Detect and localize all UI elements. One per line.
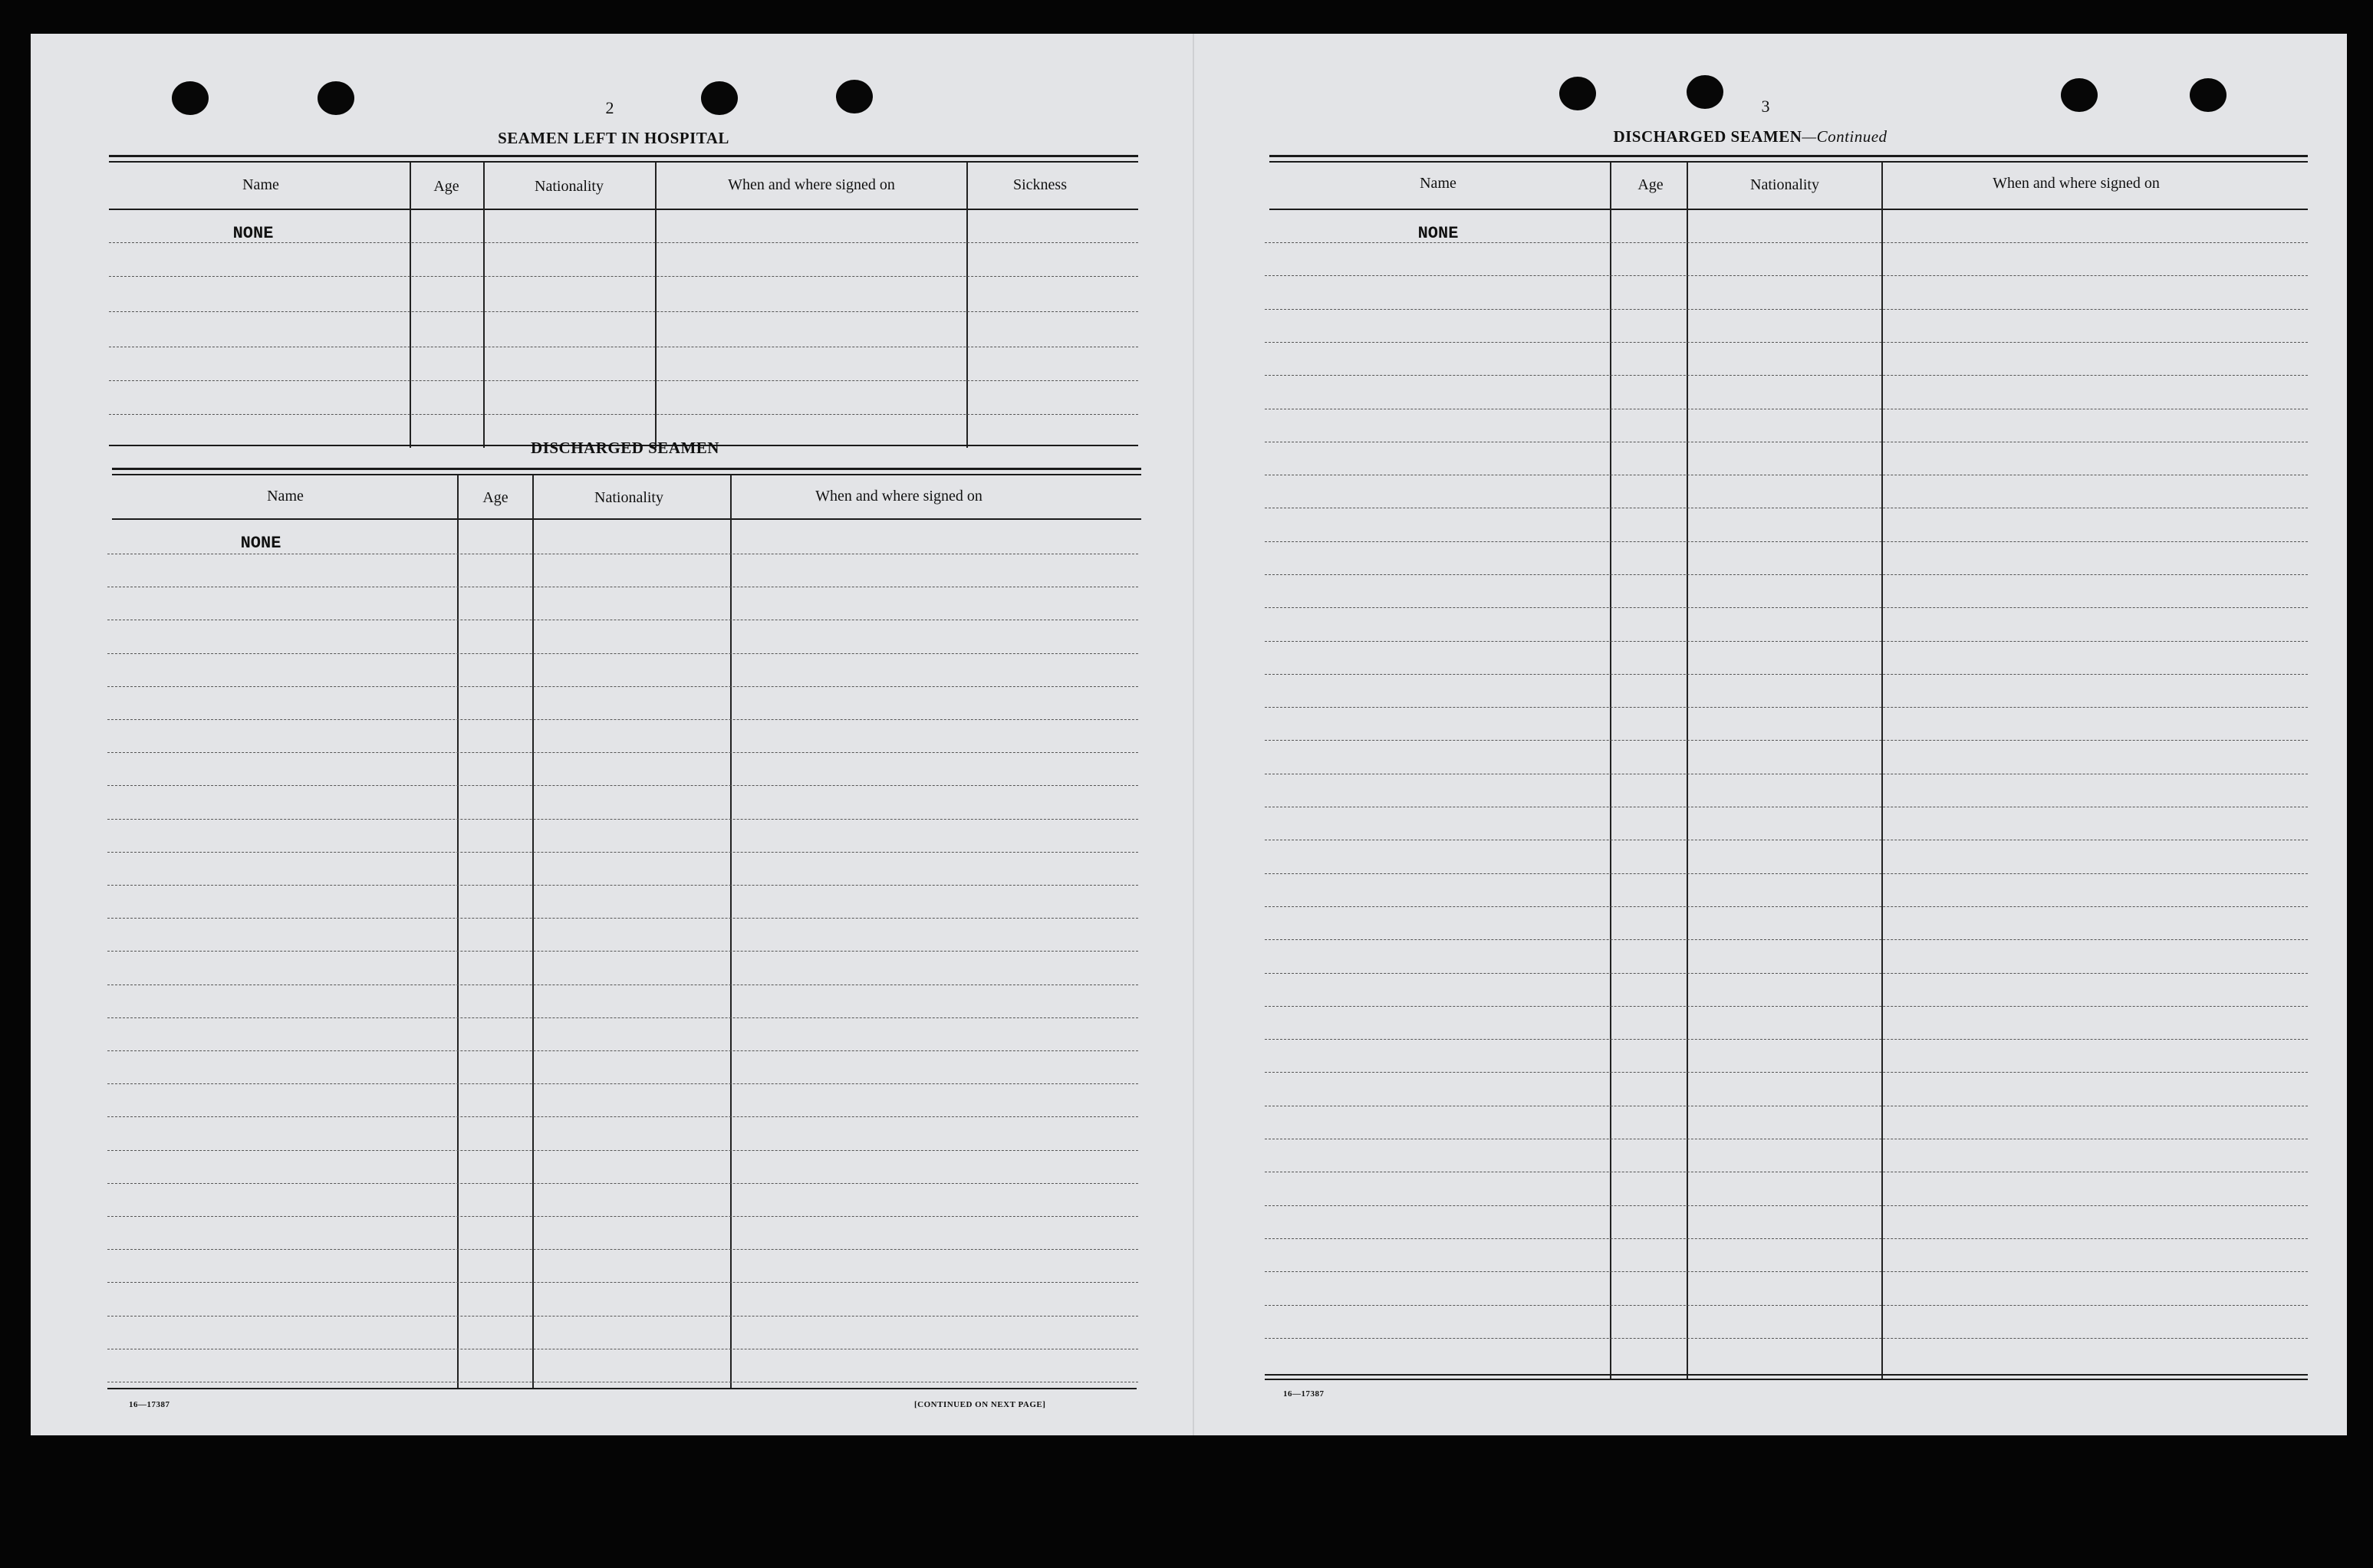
hospital-entry-name: NONE [232,224,274,243]
row-line [107,1316,1138,1317]
row-line [107,1017,1138,1018]
row-line [107,1282,1138,1283]
table-rule [109,161,1138,163]
column-header-name: Name [267,488,304,505]
row-line [107,918,1138,919]
column-divider [730,475,732,1388]
table-rule [1265,1379,2308,1380]
row-line [1265,607,2308,608]
row-line [107,1183,1138,1184]
column-header-nationality: Nationality [535,178,604,195]
column-header-age: Age [482,489,509,506]
header-rule [109,209,1138,210]
row-line [1265,973,2308,974]
discharged-entry-name: NONE [1417,224,1459,243]
column-divider [410,163,411,448]
row-line [107,1116,1138,1117]
row-line [1265,1238,2308,1239]
continued-note: [CONTINUED ON NEXT PAGE] [914,1400,1046,1409]
row-line [1265,906,2308,907]
row-line [1265,574,2308,575]
punch-hole [1559,77,1596,110]
right-page [1193,34,2347,1435]
row-line [1265,1006,2308,1007]
row-line [107,1249,1138,1250]
left-page [31,34,1193,1435]
punch-hole [1687,75,1723,109]
column-divider [966,163,968,448]
row-line [1265,1072,2308,1073]
table-rule [1269,155,2308,157]
row-line [1265,242,2308,243]
column-divider [532,475,534,1388]
row-line [107,1216,1138,1217]
column-header-name: Name [1420,175,1456,192]
row-line [109,414,1138,415]
row-line [107,785,1138,786]
column-header-sickness: Sickness [1013,176,1067,193]
table-rule [107,1388,1137,1389]
row-line [1265,939,2308,940]
row-line [1265,641,2308,642]
table-rule [109,155,1138,157]
discharged-entry-name: NONE [240,534,281,553]
header-rule [1269,209,2308,210]
column-header-nationality: Nationality [594,489,663,506]
page-number: 3 [1761,97,1770,116]
punch-hole [836,80,873,113]
title-suffix: —Continued [1802,127,1888,146]
column-divider [457,475,459,1388]
row-line [1265,740,2308,741]
discharged-section-title: DISCHARGED SEAMEN [531,439,719,457]
row-line [1265,873,2308,874]
row-line [1265,1039,2308,1040]
row-line [107,686,1138,687]
punch-hole [2061,78,2098,112]
punch-hole [2190,78,2227,112]
row-line [1265,674,2308,675]
row-line [107,951,1138,952]
row-line [1265,1271,2308,1272]
punch-hole [172,81,209,115]
row-line [1265,275,2308,276]
row-line [107,819,1138,820]
row-line [1265,1338,2308,1339]
punch-hole [318,81,354,115]
row-line [1265,707,2308,708]
form-number: 16—17387 [129,1400,170,1409]
row-line [107,653,1138,654]
column-header-age: Age [433,178,459,195]
column-divider [1881,163,1883,1379]
column-header-name: Name [242,176,279,193]
column-divider [1687,163,1688,1379]
table-rule [1269,161,2308,163]
form-number: 16—17387 [1283,1389,1325,1399]
row-line [107,1083,1138,1084]
table-rule [1265,1374,2308,1376]
row-line [1265,1205,2308,1206]
header-rule [112,518,1141,520]
row-line [1265,342,2308,343]
table-rule [112,474,1141,475]
column-header-nationality: Nationality [1750,176,1819,193]
column-header-signed-on: When and where signed on [1993,175,2160,192]
row-line [107,1050,1138,1051]
row-line [1265,309,2308,310]
column-divider [655,163,657,448]
hospital-section-title: SEAMEN LEFT IN HOSPITAL [498,129,729,147]
row-line [1265,1305,2308,1306]
column-header-signed-on: When and where signed on [815,488,982,505]
row-line [109,311,1138,312]
page-number: 2 [605,98,614,117]
row-line [109,380,1138,381]
column-header-age: Age [1637,176,1664,193]
row-line [109,276,1138,277]
row-line [107,885,1138,886]
row-line [107,1150,1138,1151]
row-line [1265,375,2308,376]
punch-hole [701,81,738,115]
row-line [107,719,1138,720]
row-line [107,852,1138,853]
row-line [107,752,1138,753]
table-rule [112,468,1141,470]
column-divider [1610,163,1611,1379]
discharged-continued-title [1613,127,1887,146]
column-divider [483,163,485,448]
title-main: DISCHARGED SEAMEN [1613,127,1802,146]
row-line [1265,541,2308,542]
column-header-signed-on: When and where signed on [728,176,895,193]
